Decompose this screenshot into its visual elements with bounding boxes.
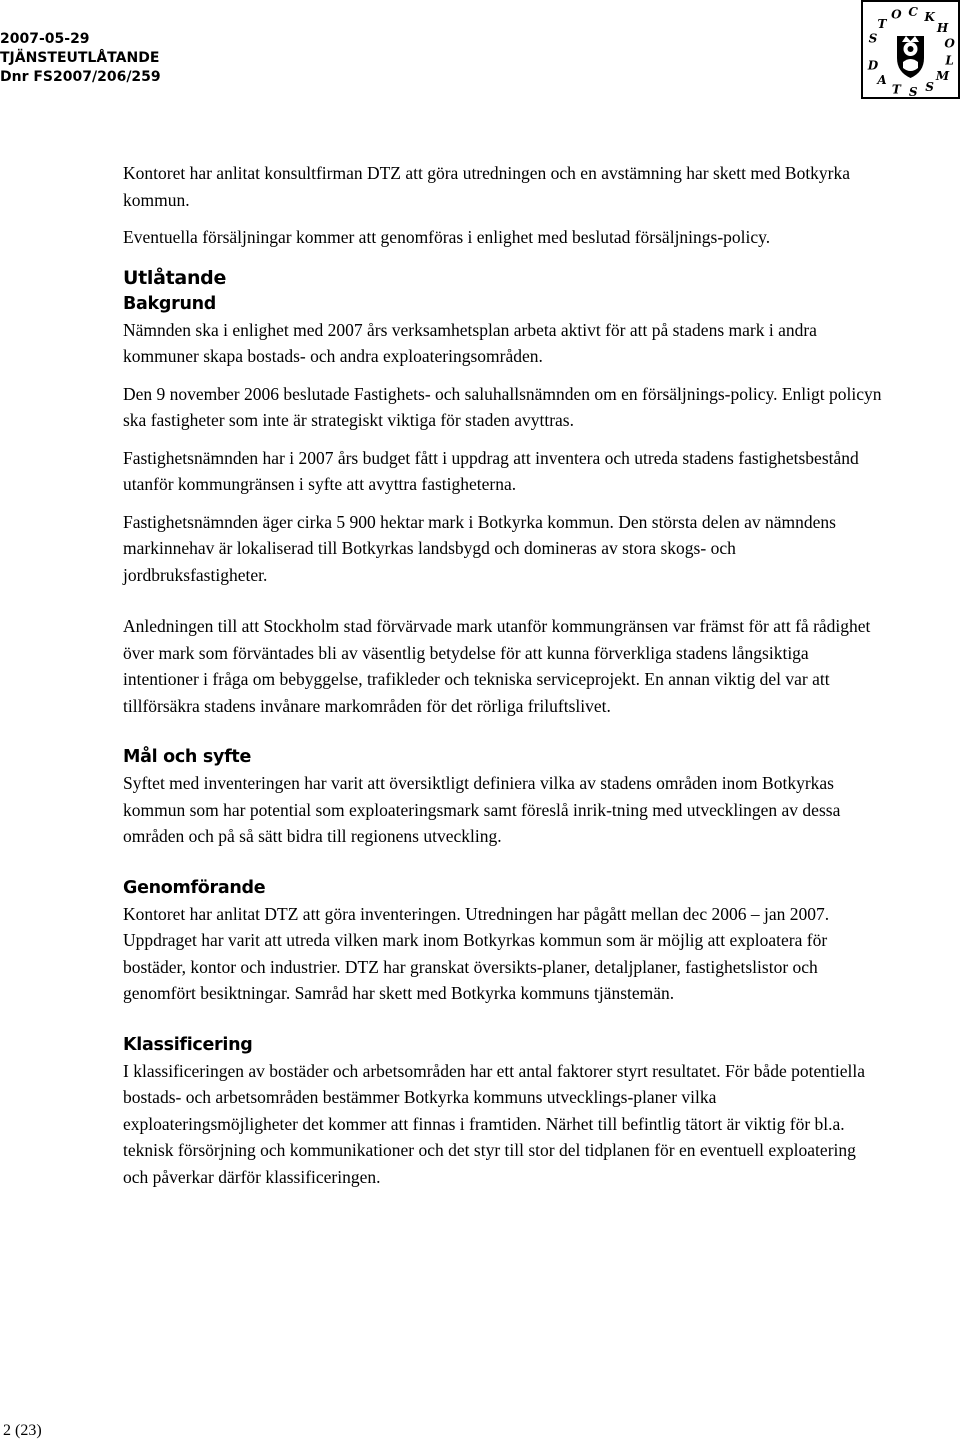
document-header <box>0 30 161 87</box>
paragraph: Kontoret har anlitat konsultfirman DTZ att göra utredningen och en avstämning har skett med Botkyrka kommun. <box>123 163 851 210</box>
paragraph: Fastighetsnämnden äger cirka 5 900 hektar mark i Botkyrka kommun. Den största delen av nämndens markinnehav är lokaliserad till Botkyrkas landsbygd och domineras av stora skogs- och jordbruksfastigheter. <box>123 511 836 585</box>
paragraph: Fastighetsnämnden har i 2007 års budget fått i uppdrag att inventera och utreda stadens fastighetsbestånd utanför kommungränsen i syfte att avyttra fastigheterna. <box>123 447 859 494</box>
paragraph: Den 9 november 2006 beslutade Fastighets- och saluhallsnämnden om en försäljnings-policy. Enligt policyn ska fastigheter som inte är strategiskt viktiga för staden avyttras. <box>123 383 882 430</box>
logo-letter: T <box>891 82 901 97</box>
logo-letter: S <box>908 84 918 99</box>
logo-letter: M <box>935 69 950 83</box>
paragraph: Anledningen till att Stockholm stad förvärvade mark utanför kommungränsen var främst för att få rådighet över mark som förväntades bli av väsentlig betydelse för att kunna förverkliga stadens långsiktiga intentioner i fråga om bebyggelse, trafikleder och tekniska serviceprojekt. En annan viktig del var att tillförsäkra stadens invånare markområden för det rörliga friluftslivet. <box>123 616 871 716</box>
logo-letter: O <box>944 36 955 51</box>
document-date: 2007-05-29 <box>0 31 90 47</box>
logo-letter: S <box>868 31 878 46</box>
logo-letter: T <box>877 16 887 31</box>
logo-letter: D <box>867 58 879 73</box>
logo-letter: K <box>924 9 935 24</box>
paragraph: Nämnden ska i enlighet med 2007 års verksamhetsplan arbeta aktivt för att på stadens mark i andra kommuner skapa bostads- och andra exploateringsområden. <box>123 319 817 366</box>
logo-letter: O <box>891 7 902 22</box>
stockholm-stad-logo <box>861 0 960 99</box>
document-type: TJÄNSTEUTLÅTANDE <box>0 50 160 66</box>
logo-letter: A <box>877 73 887 88</box>
paragraph: Eventuella försäljningar kommer att genomföras i enlighet med beslutad försäljnings-policy. <box>123 227 771 247</box>
document-body <box>123 160 883 1201</box>
paragraph: Kontoret har anlitat DTZ att göra inventeringen. Utredningen har pågått mellan dec 2006 – jan 2007. Uppdraget har varit att utreda vilken mark inom Botkyrkas kommun som är möjlig att exploatera för bostäder, kontor och industrier. DTZ har granskat översikts-planer, detaljplaner, fastighetslistor och genomfört besiktningar. Samråd har skett med Botkyrka kommuns tjänstemän. <box>123 903 830 1003</box>
section-heading: Bakgrund <box>123 293 216 314</box>
section-heading: Genomförande <box>123 877 266 898</box>
logo-letter: L <box>945 53 954 68</box>
document-dnr: Dnr FS2007/206/259 <box>0 69 161 85</box>
paragraph: Syftet med inventeringen har varit att översiktligt definiera vilka av stadens områden inom Botkyrkas kommun som har potential som exploateringsmark samt föreslå inrik-tning med utvecklingen av dessa områden och på så sätt bidra till regionens utveckling. <box>123 773 841 846</box>
section-heading: Klassificering <box>123 1034 253 1055</box>
page-number: 2 (23) <box>3 1422 42 1439</box>
section-heading: Utlåtande <box>123 266 227 289</box>
paragraph: I klassificeringen av bostäder och arbetsområden har ett antal faktorer styrt resultatet. För både potentiella bostads- och arbetsområden bestämmer Botkyrka kommuns utvecklings-planer vilka exploateringsmöjligheter det kommer att finnas i framtiden. Närhet till befintlig tätort är viktig för bl.a. teknisk försörjning och kommunikationer och det styr till stor del tidplanen för en eventuell exploatering och påverkar därför klassificeringen. <box>123 1060 866 1187</box>
section-heading: Mål och syfte <box>123 747 252 767</box>
logo-letter: C <box>908 5 918 20</box>
logo-letter: H <box>936 21 949 35</box>
logo-letter: S <box>925 80 934 95</box>
